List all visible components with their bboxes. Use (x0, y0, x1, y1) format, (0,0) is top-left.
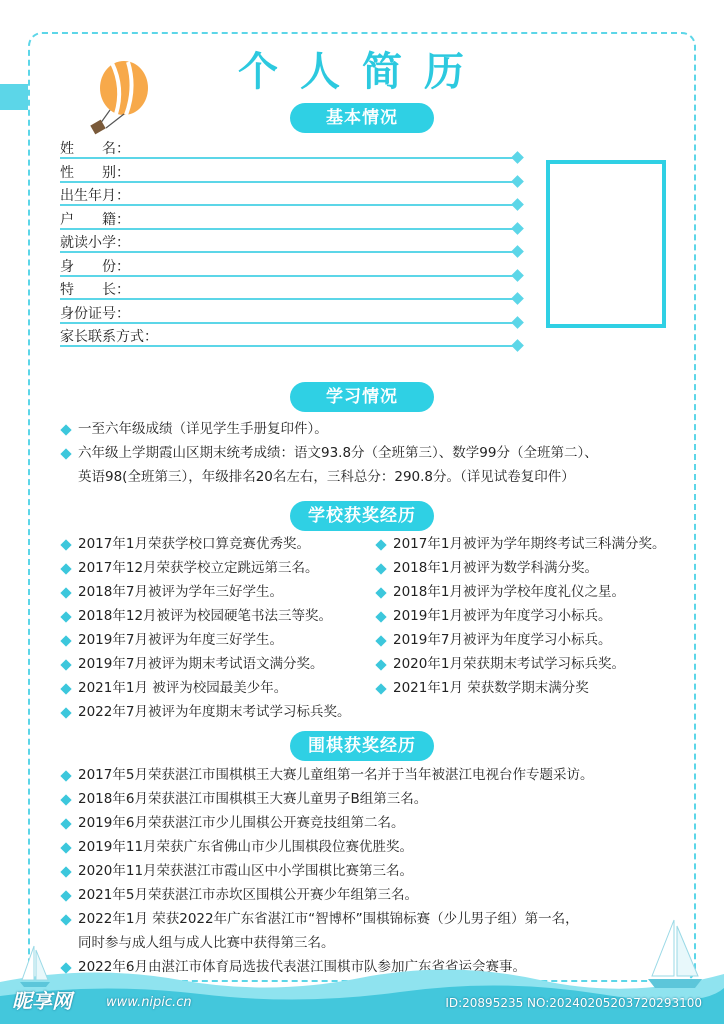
field-label: 姓 名： (60, 141, 130, 157)
info-row-hukou (60, 207, 522, 231)
field-label: 家长联系方式： (60, 329, 158, 345)
diamond-bullet-icon (375, 587, 386, 598)
watermark-id: ID:20895235 NO:20240205203720293100 (445, 996, 702, 1010)
diamond-bullet-icon (60, 539, 71, 550)
list-item: 2018年7月被评为学年三好学生。 (60, 580, 350, 604)
info-row-identity (60, 254, 522, 278)
diamond-bullet-icon (60, 842, 71, 853)
info-row-talent (60, 277, 522, 301)
watermark-logo: 昵享网 (12, 989, 72, 1013)
list-item: 2020年1月荣获期末考试学习标兵奖。 (375, 652, 665, 676)
field-label: 就读小学： (60, 235, 130, 251)
page-title: 个人简历 (238, 49, 486, 95)
diamond-bullet-icon (60, 818, 71, 829)
field-label: 身 份： (60, 258, 130, 275)
list-item: 2022年6月由湛江市体育局选拔代表湛江围棋市队参加广东省省运会赛事。 (60, 955, 593, 979)
study-list (60, 417, 598, 489)
list-item: 2020年11月荣获湛江市霞山区中小学围棋比赛第三名。 (60, 859, 593, 883)
diamond-bullet-icon (60, 563, 71, 574)
list-item: 2019年6月荣获湛江市少儿围棋公开赛竞技组第二名。 (60, 811, 593, 835)
school-awards-right-list (375, 532, 665, 700)
info-row-id-number (60, 301, 522, 325)
list-item: 2019年11月荣获广东省佛山市少儿围棋段位赛优胜奖。 (60, 835, 593, 859)
diamond-bullet-icon (60, 866, 71, 877)
section-study-title: 学习情况 (290, 382, 434, 412)
info-row-gender (60, 160, 522, 184)
list-item: 2019年1月被评为年度学习小标兵。 (375, 604, 665, 628)
list-item: 2019年7月被评为年度学习小标兵。 (375, 628, 665, 652)
list-item: 2018年1月被评为数学科满分奖。 (375, 556, 665, 580)
list-item: 2021年1月 荣获数学期末满分奖 (375, 676, 665, 700)
diamond-bullet-icon (60, 683, 71, 694)
footer-wave (0, 954, 724, 1024)
school-awards-left-list (60, 532, 350, 724)
diamond-bullet-icon (375, 611, 386, 622)
list-item: 2017年5月荣获湛江市围棋棋王大赛儿童组第一名并于当年被湛江电视台作专题采访。 (60, 763, 593, 787)
diamond-bullet-icon (375, 539, 386, 550)
list-item: 2017年1月被评为学年期终考试三科满分奖。 (375, 532, 665, 556)
list-item: 2019年7月被评为期末考试语文满分奖。 (60, 652, 350, 676)
diamond-bullet-icon (60, 890, 71, 901)
list-item: 2019年7月被评为年度三好学生。 (60, 628, 350, 652)
list-item: 2017年1月荣获学校口算竞赛优秀奖。 (60, 532, 350, 556)
photo-placeholder[interactable] (546, 160, 666, 328)
diamond-bullet-icon (60, 794, 71, 805)
info-row-name (60, 136, 522, 160)
list-item: 2022年1月 荣获2022年广东省湛江市“智博杯”围棋锦标赛（少儿男子组）第一名， 同时参与成人组与成人比赛中获得第三名。 (60, 907, 593, 955)
section-school-awards-title: 学校获奖经历 (290, 501, 434, 531)
diamond-bullet-icon (60, 659, 71, 670)
diamond-bullet-icon (60, 611, 71, 622)
list-item: 六年级上学期霞山区期末统考成绩：语文93.8分（全班第三）、数学99分（全班第二）、 英语98(全班第三），年级排名20名左右，三科总分：290.8分。（详见试卷复印件） (60, 441, 598, 489)
basic-info-list (60, 136, 522, 348)
diamond-bullet-icon (60, 424, 71, 435)
list-item: 2021年1月 被评为校园最美少年。 (60, 676, 350, 700)
sailboat-icon (18, 944, 52, 988)
list-item: 2018年6月荣获湛江市围棋棋王大赛儿童男子B组第三名。 (60, 787, 593, 811)
list-item: 2018年1月被评为学校年度礼仪之星。 (375, 580, 665, 604)
info-row-birth (60, 183, 522, 207)
section-go-awards-title: 围棋获奖经历 (290, 731, 434, 761)
list-item: 2017年12月荣获学校立定跳远第三名。 (60, 556, 350, 580)
diamond-bullet-icon (60, 914, 71, 925)
field-label: 性 别： (60, 164, 130, 181)
list-item: 2021年5月荣获湛江市赤坎区围棋公开赛少年组第三名。 (60, 883, 593, 907)
go-awards-list (60, 763, 593, 979)
section-basic-title: 基本情况 (290, 103, 434, 133)
diamond-bullet-icon (375, 659, 386, 670)
diamond-bullet-icon (60, 707, 71, 718)
list-item: 2018年12月被评为校园硬笔书法三等奖。 (60, 604, 350, 628)
field-label: 户 籍： (60, 211, 130, 228)
diamond-bullet-icon (60, 448, 71, 459)
field-label: 身份证号： (60, 305, 130, 322)
diamond-bullet-icon (60, 770, 71, 781)
info-row-school (60, 230, 522, 254)
field-label: 特 长： (60, 282, 130, 298)
list-item: 一至六年级成绩（详见学生手册复印件）。 (60, 417, 598, 441)
sailboat-icon (646, 918, 704, 990)
list-item: 2022年7月被评为年度期末考试学习标兵奖。 (60, 700, 350, 724)
diamond-bullet-icon (375, 563, 386, 574)
field-label: 出生年月： (60, 188, 130, 204)
watermark-url: www.nipic.cn (106, 995, 192, 1010)
info-row-parent-contact (60, 324, 522, 348)
diamond-bullet-icon (60, 635, 71, 646)
diamond-bullet-icon (375, 683, 386, 694)
diamond-bullet-icon (60, 587, 71, 598)
diamond-bullet-icon (375, 635, 386, 646)
